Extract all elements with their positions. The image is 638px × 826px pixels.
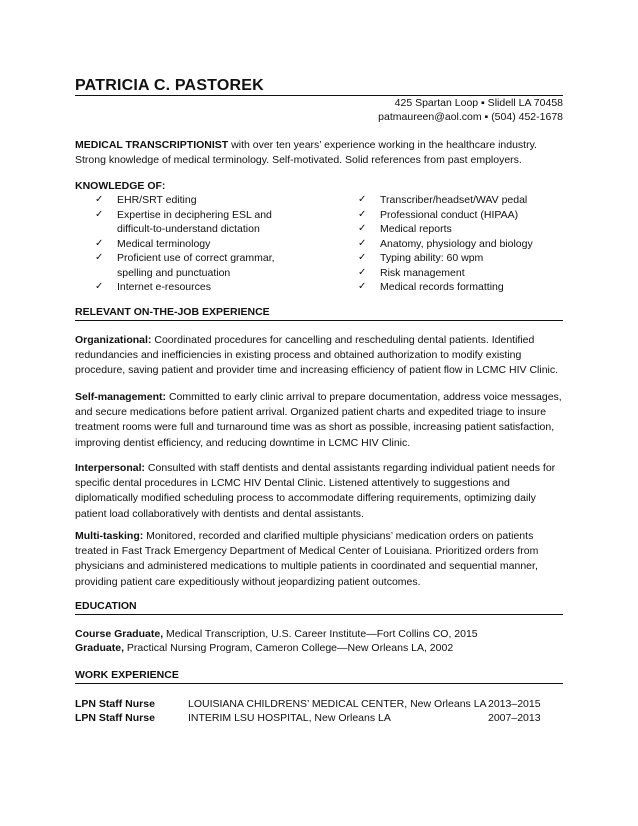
work-role: LPN Staff Nurse bbox=[75, 698, 155, 710]
checkmark-icon: ✓ bbox=[358, 281, 367, 292]
work-years: 2013–2015 bbox=[488, 698, 541, 710]
education-item bbox=[75, 627, 563, 641]
skill-item bbox=[358, 208, 558, 223]
checkmark-icon: ✓ bbox=[358, 194, 367, 205]
experience-organizational bbox=[75, 333, 563, 379]
checkmark-icon: ✓ bbox=[95, 194, 104, 205]
skill-item bbox=[358, 266, 558, 281]
experience-self-management bbox=[75, 390, 563, 451]
skill-item bbox=[358, 251, 558, 266]
skill-text: Medical terminology bbox=[117, 237, 211, 250]
checkmark-icon: ✓ bbox=[95, 281, 104, 292]
skill-text: EHR/SRT editing bbox=[117, 194, 197, 206]
checkmark-icon: ✓ bbox=[95, 252, 104, 263]
education-heading: EDUCATION bbox=[75, 600, 563, 615]
skill-text: Medical reports bbox=[380, 223, 452, 235]
checkmark-icon: ✓ bbox=[358, 266, 367, 278]
skill-text: Proficient use of correct grammar, spelling and punctuation bbox=[117, 252, 275, 279]
address-line: 425 Spartan Loop ▪ Slidell LA 70458 bbox=[394, 97, 563, 109]
checkmark-icon: ✓ bbox=[95, 237, 104, 249]
work-years: 2007–2013 bbox=[488, 712, 541, 724]
skill-text: Anatomy, physiology and biology bbox=[380, 237, 533, 250]
experience-label: Organizational: bbox=[75, 334, 152, 346]
skill-text: Expertise in deciphering ESL and difficult-to-understand dictation bbox=[117, 208, 272, 235]
skill-item bbox=[358, 193, 558, 208]
skill-text: Transcriber/headset/WAV pedal bbox=[380, 194, 528, 206]
work-heading: WORK EXPERIENCE bbox=[75, 669, 563, 684]
contact-line: patmaureen@aol.com ▪ (504) 452-1678 bbox=[378, 111, 563, 123]
education-text: Medical Transcription, U.S. Career Institute—Fort Collins CO, 2015 bbox=[163, 628, 478, 640]
knowledge-heading: KNOWLEDGE OF: bbox=[75, 180, 166, 192]
candidate-name: PATRICIA C. PASTOREK bbox=[75, 77, 264, 94]
summary-paragraph bbox=[75, 138, 563, 168]
experience-label: Multi-tasking: bbox=[75, 530, 144, 542]
experience-label: Interpersonal: bbox=[75, 462, 146, 474]
education-label: Graduate, bbox=[75, 642, 125, 654]
summary-title: MEDICAL TRANSCRIPTIONIST bbox=[75, 139, 229, 151]
skill-item bbox=[95, 193, 285, 208]
skill-text: Professional conduct (HIPAA) bbox=[380, 208, 519, 221]
experience-label: Self-management: bbox=[75, 391, 167, 403]
work-place: INTERIM LSU HOSPITAL, New Orleans LA bbox=[188, 712, 391, 724]
checkmark-icon: ✓ bbox=[358, 252, 367, 263]
skill-item bbox=[95, 208, 285, 237]
experience-text: Coordinated procedures for cancelling and rescheduling dental patients. Identified redundancies and inefficiencies in existing process and obtained authorization to modify existing procedure, saving patient and provider time and increasing efficiency of patient flow in LCMC HIV Clinic. bbox=[75, 334, 559, 377]
education-list bbox=[75, 627, 563, 655]
experience-multi-tasking bbox=[75, 529, 563, 590]
education-text: Practical Nursing Program, Cameron College—New Orleans LA, 2002 bbox=[124, 642, 454, 654]
experience-text: Monitored, recorded and clarified multiple physicians’ medication orders on patients treated in Fast Track Emergency Department of Medical Center of Louisiana. Prioritized orders from physicians and administered medications to multiple patients in coordinated and sequential manner, providing patient care expeditiously without jeopardizing patient outcomes. bbox=[75, 530, 539, 588]
skill-item bbox=[358, 280, 558, 295]
skill-text: Risk management bbox=[380, 266, 465, 279]
work-place: LOUISIANA CHILDRENS’ MEDICAL CENTER, New Orleans LA bbox=[188, 698, 487, 710]
experience-text: Consulted with staff dentists and dental assistants regarding individual patient needs for specific dental procedures in LCMC HIV Dental Clinic. Listened attentively to suggestions and diplomatically modified scheduling process to accommodate differing requirements, optimizing daily patient load collaboratively with dentists and dental assistants. bbox=[75, 462, 556, 520]
work-role: LPN Staff Nurse bbox=[75, 712, 155, 724]
skill-item bbox=[95, 251, 285, 280]
skill-text: Typing ability: 60 wpm bbox=[380, 252, 484, 264]
skill-item bbox=[358, 222, 558, 237]
checkmark-icon: ✓ bbox=[358, 223, 367, 234]
skill-item bbox=[95, 280, 285, 295]
skill-item bbox=[95, 237, 285, 252]
education-label: Course Graduate, bbox=[75, 628, 164, 640]
experience-text: Committed to early clinic arrival to prepare documentation, address voice messages, and secure medications before patient arrival. Organized patient charts and expedited triage to insure treatment rooms were full and turnaround time was as short as possible, increasing patient satisfaction, improving dentist efficiency, and reducing downtime in LCMC HIV Clinic. bbox=[75, 391, 562, 449]
skill-text: Medical records formatting bbox=[380, 281, 504, 293]
skills-list-right bbox=[358, 193, 558, 295]
experience-interpersonal bbox=[75, 461, 563, 522]
summary-text: with over ten years’ experience working in the healthcare industry. Strong knowledge of medical terminology. Self-motivated. Solid references from past employers. bbox=[75, 139, 537, 166]
checkmark-icon: ✓ bbox=[358, 237, 367, 249]
skill-text: Internet e-resources bbox=[117, 281, 211, 293]
checkmark-icon: ✓ bbox=[358, 208, 367, 220]
skills-list-left bbox=[95, 193, 285, 295]
experience-heading: RELEVANT ON-THE-JOB EXPERIENCE bbox=[75, 306, 563, 321]
education-item bbox=[75, 641, 563, 655]
checkmark-icon: ✓ bbox=[95, 208, 104, 220]
skill-item bbox=[358, 237, 558, 252]
